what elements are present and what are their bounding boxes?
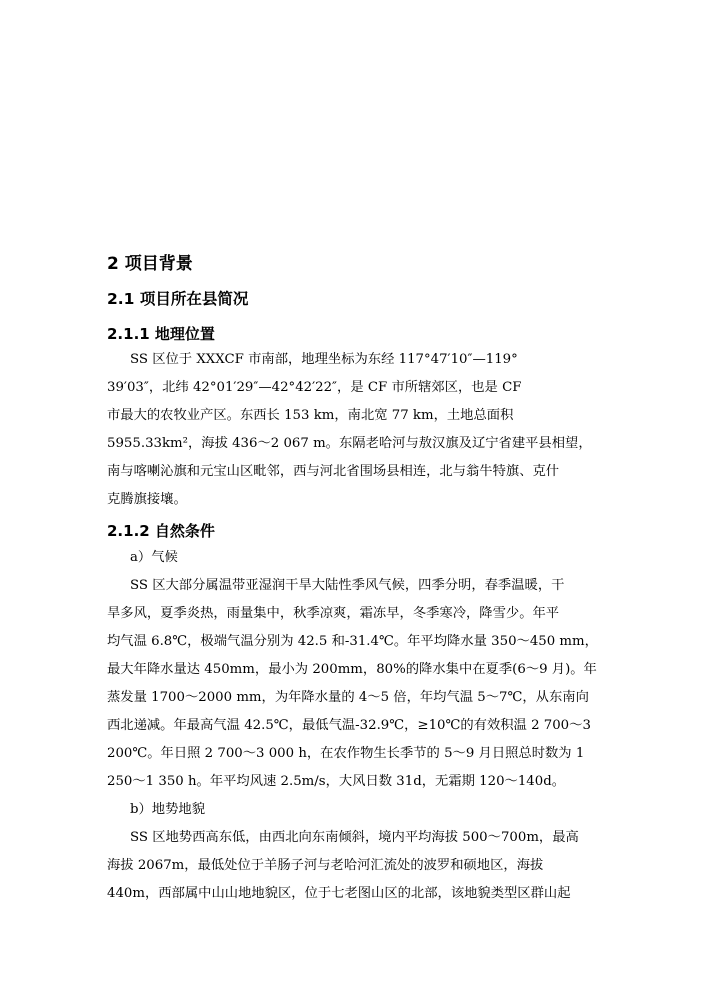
- paragraph-line: 蒸发量 1700～2000 mm，为年降水量的 4～5 倍，年均气温 5～7℃，从东南向: [107, 690, 589, 705]
- paragraph-line: 均气温 6.8℃，极端气温分别为 42.5 和-31.4℃。年平均降水量 350～450 mm，: [107, 634, 598, 649]
- subheading-terrain: b）地势地貌: [130, 802, 205, 817]
- paragraph-line: 5955.33km²，海拔 436～2 067 m。东隔老哈河与敖汉旗及辽宁省建平县相望，: [107, 436, 592, 451]
- section-heading-2-1-1: 2.1.1 地理位置: [107, 325, 215, 343]
- paragraph-line: 西北递减。年最高气温 42.5℃，最低气温-32.9℃，≥10℃的有效积温 2 700～3: [107, 718, 591, 733]
- section-heading-2-1-2: 2.1.2 自然条件: [107, 522, 215, 540]
- paragraph-line: 200℃。年日照 2 700～3 000 h，在农作物生长季节的 5～9 月日照总时数为 1: [107, 746, 585, 761]
- paragraph-line: 440m，西部属中山山地地貌区，位于七老图山区的北部，该地貌类型区群山起: [107, 886, 571, 901]
- paragraph-line: 海拔 2067m，最低处位于羊肠子河与老哈河汇流处的波罗和硕地区，海拔: [107, 858, 544, 873]
- paragraph-line: 南与喀喇沁旗和元宝山区毗邻，西与河北省围场县相连，北与翁牛特旗、克什: [107, 464, 560, 479]
- paragraph-line: 市最大的农牧业产区。东西长 153 km，南北宽 77 km，土地总面积: [107, 408, 514, 423]
- paragraph-line: 250～1 350 h。年平均风速 2.5m/s，大风日数 31d，无霜期 120～140d。: [107, 774, 566, 789]
- paragraph-line: 旱多风，夏季炎热，雨量集中，秋季凉爽，霜冻早，冬季寒冷，降雪少。年平: [107, 606, 560, 621]
- paragraph-line: 最大年降水量达 450mm，最小为 200mm，80%的降水集中在夏季(6～9 月)。年: [107, 662, 597, 677]
- paragraph-line: 克腾旗接壤。: [107, 492, 187, 507]
- paragraph-line: SS 区大部分属温带亚湿润干旱大陆性季风气候，四季分明，春季温暖，干: [130, 578, 565, 593]
- section-heading-2-1: 2.1 项目所在县简况: [107, 290, 249, 308]
- paragraph-line: SS 区地势西高东低，由西北向东南倾斜，境内平均海拔 500～700m，最高: [130, 830, 579, 845]
- section-heading-2: 2 项目背景: [107, 254, 193, 274]
- subheading-climate: a）气候: [130, 550, 178, 565]
- paragraph-line: 39′03″，北纬 42°01′29″—42°42′22″，是 CF 市所辖郊区，也是 CF: [107, 380, 522, 395]
- paragraph-line: SS 区位于 XXXCF 市南部，地理坐标为东经 117°47′10″—119°: [130, 352, 518, 367]
